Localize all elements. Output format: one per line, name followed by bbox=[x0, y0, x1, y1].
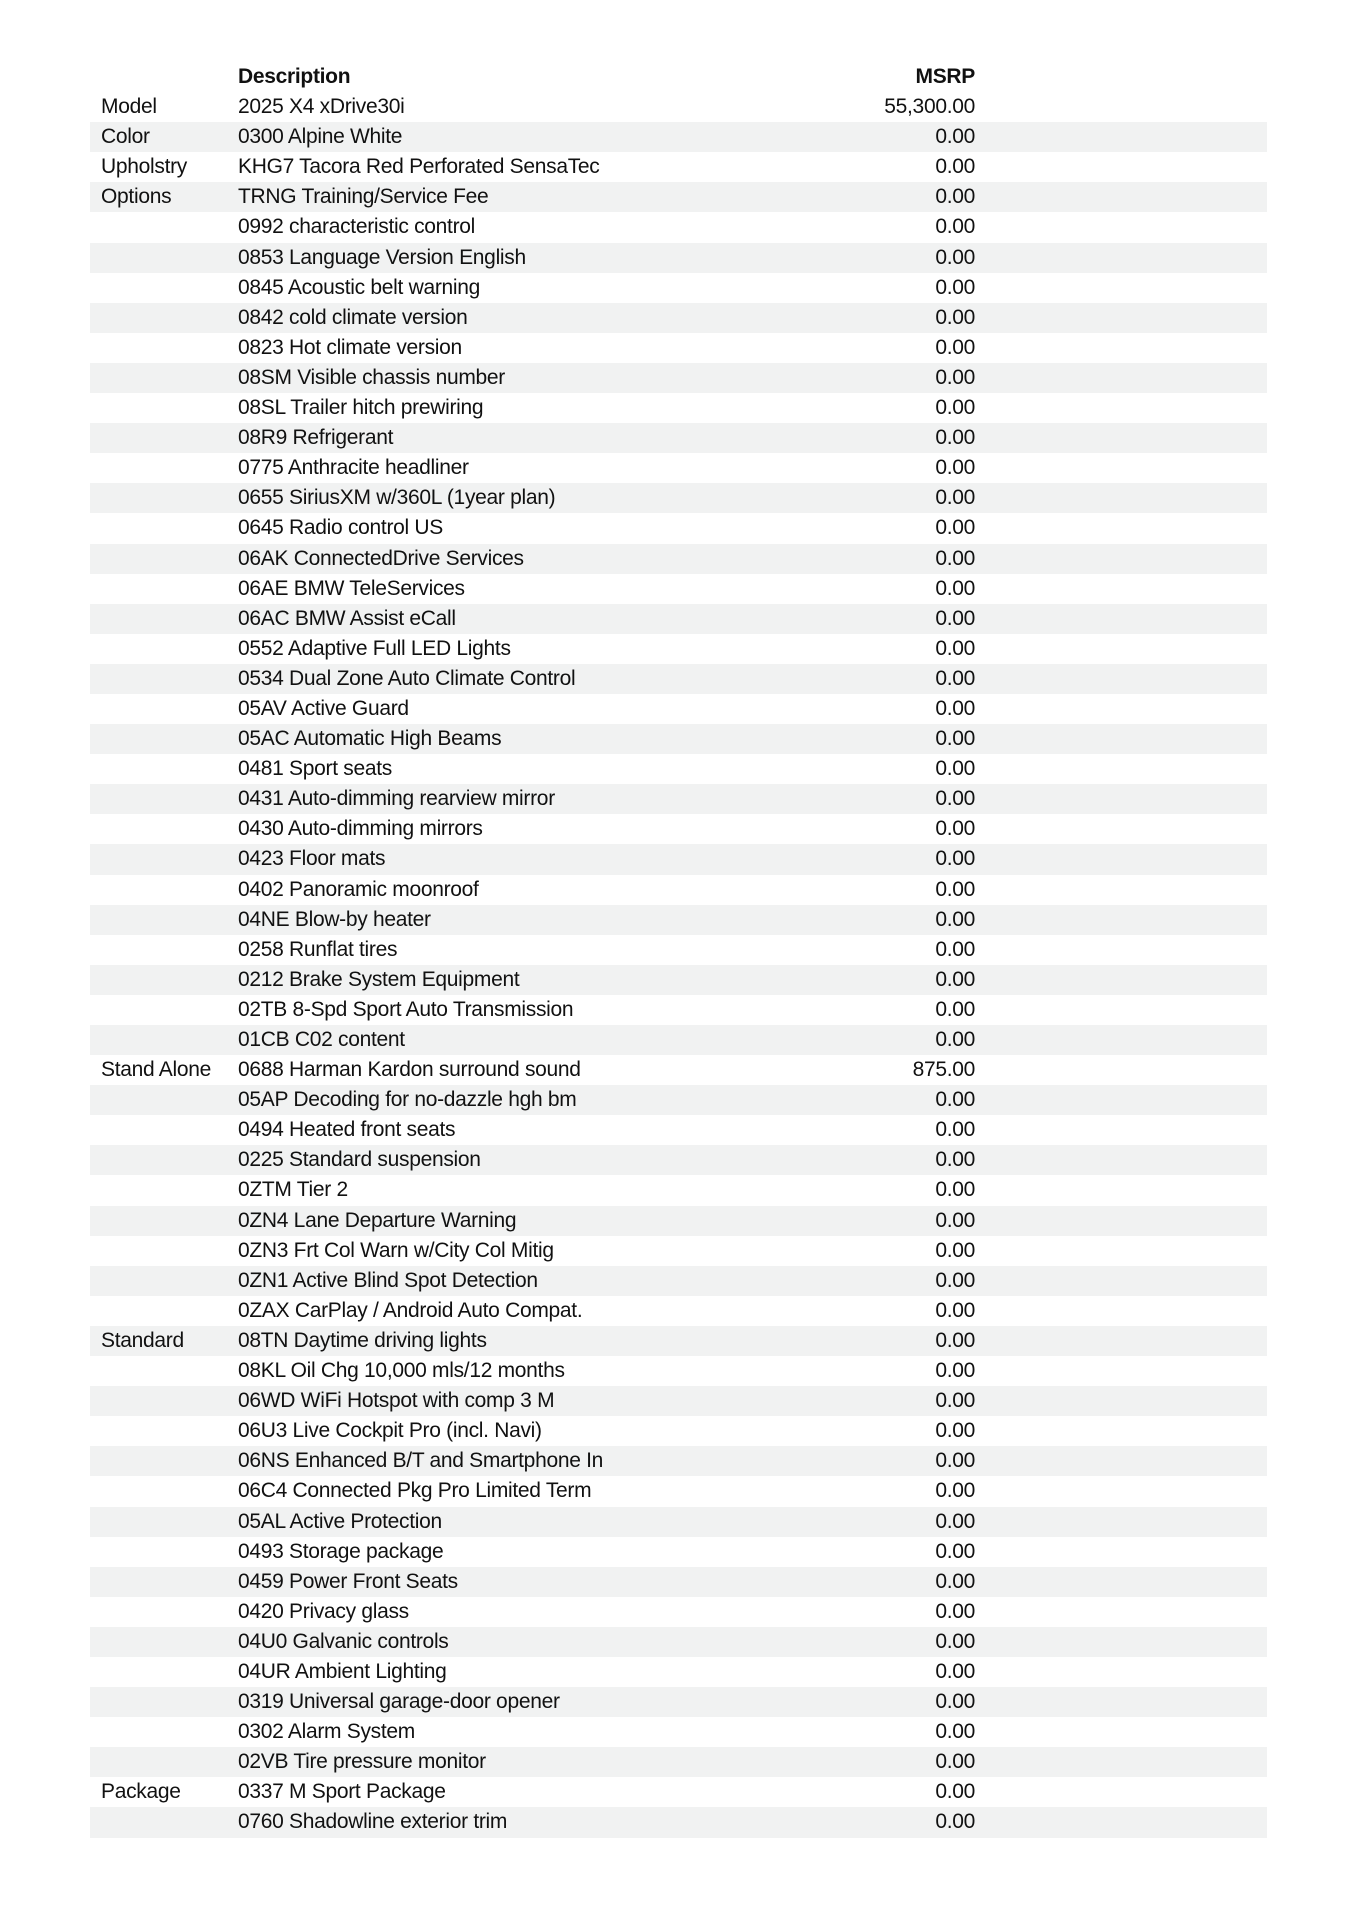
row-description: 0688 Harman Kardon surround sound bbox=[238, 1058, 581, 1082]
table-row bbox=[90, 544, 1267, 574]
table-row bbox=[90, 1627, 1267, 1657]
row-msrp: 0.00 bbox=[935, 1238, 975, 1262]
row-msrp: 0.00 bbox=[935, 576, 975, 600]
row-description: 06AK ConnectedDrive Services bbox=[238, 546, 524, 570]
row-description: 08TN Daytime driving lights bbox=[238, 1328, 487, 1352]
row-description: 06C4 Connected Pkg Pro Limited Term bbox=[238, 1479, 592, 1503]
row-description: 0319 Universal garage-door opener bbox=[238, 1690, 560, 1714]
row-description: 08KL Oil Chg 10,000 mls/12 months bbox=[238, 1359, 565, 1383]
row-msrp: 0.00 bbox=[935, 787, 975, 811]
row-description: 0481 Sport seats bbox=[238, 757, 392, 781]
table-body bbox=[90, 92, 1267, 1837]
row-msrp: 0.00 bbox=[935, 1659, 975, 1683]
row-msrp: 0.00 bbox=[935, 877, 975, 901]
row-msrp: 0.00 bbox=[935, 1389, 975, 1413]
row-msrp: 0.00 bbox=[935, 1268, 975, 1292]
row-description: 2025 X4 xDrive30i bbox=[238, 95, 405, 119]
row-msrp: 0.00 bbox=[935, 426, 975, 450]
row-description: 0337 M Sport Package bbox=[238, 1780, 446, 1804]
table-row bbox=[90, 875, 1267, 905]
row-category: Standard bbox=[101, 1328, 184, 1352]
row-msrp: 0.00 bbox=[935, 456, 975, 480]
row-description: 0212 Brake System Equipment bbox=[238, 967, 520, 991]
row-msrp: 0.00 bbox=[935, 757, 975, 781]
table-row bbox=[90, 935, 1267, 965]
table-row bbox=[90, 574, 1267, 604]
row-msrp: 0.00 bbox=[935, 1750, 975, 1774]
row-msrp: 0.00 bbox=[935, 606, 975, 630]
row-msrp: 0.00 bbox=[935, 907, 975, 931]
table-row bbox=[90, 965, 1267, 995]
row-description: 0225 Standard suspension bbox=[238, 1148, 481, 1172]
row-description: 08R9 Refrigerant bbox=[238, 426, 394, 450]
row-msrp: 0.00 bbox=[935, 666, 975, 690]
table-row bbox=[90, 1597, 1267, 1627]
row-category: Stand Alone bbox=[101, 1058, 211, 1082]
table-row bbox=[90, 1657, 1267, 1687]
table-row bbox=[90, 453, 1267, 483]
row-msrp: 0.00 bbox=[935, 1810, 975, 1834]
row-msrp: 0.00 bbox=[935, 1690, 975, 1714]
row-description: 0842 cold climate version bbox=[238, 305, 468, 329]
row-msrp: 0.00 bbox=[935, 1328, 975, 1352]
row-msrp: 0.00 bbox=[935, 305, 975, 329]
table-row bbox=[90, 363, 1267, 393]
row-msrp: 0.00 bbox=[935, 727, 975, 751]
row-msrp: 0.00 bbox=[935, 245, 975, 269]
row-description: 0459 Power Front Seats bbox=[238, 1569, 458, 1593]
row-description: 0420 Privacy glass bbox=[238, 1599, 409, 1623]
row-description: 0430 Auto-dimming mirrors bbox=[238, 817, 483, 841]
table-row bbox=[90, 784, 1267, 814]
row-description: 0845 Acoustic belt warning bbox=[238, 275, 481, 299]
row-msrp: 0.00 bbox=[935, 1509, 975, 1533]
row-msrp: 0.00 bbox=[935, 997, 975, 1021]
table-row bbox=[90, 152, 1267, 182]
row-description: 0823 Hot climate version bbox=[238, 335, 462, 359]
row-msrp: 0.00 bbox=[935, 335, 975, 359]
row-description: 05AL Active Protection bbox=[238, 1509, 442, 1533]
row-category: Options bbox=[101, 185, 172, 209]
row-description: 02TB 8-Spd Sport Auto Transmission bbox=[238, 997, 574, 1021]
row-category: Upholstry bbox=[101, 155, 187, 179]
table-row bbox=[90, 1025, 1267, 1055]
row-description: 04UR Ambient Lighting bbox=[238, 1659, 447, 1683]
header-msrp: MSRP bbox=[915, 65, 975, 88]
row-msrp: 0.00 bbox=[935, 1599, 975, 1623]
row-msrp: 0.00 bbox=[935, 486, 975, 510]
table-row bbox=[90, 1206, 1267, 1236]
row-msrp: 875.00 bbox=[912, 1058, 975, 1082]
row-description: 0423 Floor mats bbox=[238, 847, 386, 871]
row-msrp: 0.00 bbox=[935, 215, 975, 239]
row-msrp: 0.00 bbox=[935, 1298, 975, 1322]
row-description: 04U0 Galvanic controls bbox=[238, 1629, 449, 1653]
row-msrp: 0.00 bbox=[935, 817, 975, 841]
table-row bbox=[90, 724, 1267, 754]
row-msrp: 0.00 bbox=[935, 1208, 975, 1232]
row-msrp: 0.00 bbox=[935, 696, 975, 720]
table-row bbox=[90, 92, 1267, 122]
table-row bbox=[90, 1266, 1267, 1296]
row-msrp: 0.00 bbox=[935, 1419, 975, 1443]
table-row bbox=[90, 754, 1267, 784]
row-msrp: 0.00 bbox=[935, 1028, 975, 1051]
table-row bbox=[90, 844, 1267, 874]
row-description: 05AC Automatic High Beams bbox=[238, 727, 502, 751]
row-msrp: 0.00 bbox=[935, 155, 975, 179]
row-description: 0ZAX CarPlay / Android Auto Compat. bbox=[238, 1298, 583, 1322]
table-row bbox=[90, 243, 1267, 273]
row-msrp: 0.00 bbox=[935, 847, 975, 871]
row-description: TRNG Training/Service Fee bbox=[238, 185, 489, 209]
table-row bbox=[90, 303, 1267, 333]
row-msrp: 0.00 bbox=[935, 967, 975, 991]
row-category: Model bbox=[101, 95, 157, 119]
table-row bbox=[90, 333, 1267, 363]
row-description: 06WD WiFi Hotspot with comp 3 M bbox=[238, 1389, 555, 1413]
row-msrp: 0.00 bbox=[935, 1088, 975, 1112]
row-msrp: 0.00 bbox=[935, 1629, 975, 1653]
table-row bbox=[90, 1416, 1267, 1446]
row-description: 0655 SiriusXM w/360L (1year plan) bbox=[238, 486, 556, 510]
table-row bbox=[90, 1807, 1267, 1837]
table-row bbox=[90, 513, 1267, 543]
row-description: 01CB C02 content bbox=[238, 1028, 405, 1051]
table-row bbox=[90, 1747, 1267, 1777]
msrp-table bbox=[90, 62, 1267, 1838]
row-msrp: 0.00 bbox=[935, 937, 975, 961]
row-description: 05AP Decoding for no-dazzle hgh bm bbox=[238, 1088, 577, 1112]
row-description: 06AE BMW TeleServices bbox=[238, 576, 465, 600]
row-description: 0258 Runflat tires bbox=[238, 937, 398, 961]
table-row bbox=[90, 664, 1267, 694]
row-description: 06AC BMW Assist eCall bbox=[238, 606, 456, 630]
table-row bbox=[90, 1175, 1267, 1205]
table-row bbox=[90, 1537, 1267, 1567]
row-category: Color bbox=[101, 125, 150, 149]
table-row bbox=[90, 1115, 1267, 1145]
table-row bbox=[90, 1446, 1267, 1476]
row-description: 04NE Blow-by heater bbox=[238, 907, 431, 931]
row-category: Package bbox=[101, 1780, 181, 1804]
row-msrp: 0.00 bbox=[935, 1569, 975, 1593]
table-row bbox=[90, 905, 1267, 935]
row-msrp: 0.00 bbox=[935, 1449, 975, 1473]
row-msrp: 0.00 bbox=[935, 1720, 975, 1744]
table-row bbox=[90, 1326, 1267, 1356]
row-description: 0ZN1 Active Blind Spot Detection bbox=[238, 1268, 538, 1292]
row-description: KHG7 Tacora Red Perforated SensaTec bbox=[238, 155, 600, 179]
row-msrp: 0.00 bbox=[935, 636, 975, 660]
row-msrp: 55,300.00 bbox=[884, 95, 975, 119]
row-description: 0494 Heated front seats bbox=[238, 1118, 456, 1142]
row-description: 0534 Dual Zone Auto Climate Control bbox=[238, 666, 576, 690]
row-description: 0760 Shadowline exterior trim bbox=[238, 1810, 508, 1834]
table-row bbox=[90, 604, 1267, 634]
row-msrp: 0.00 bbox=[935, 1539, 975, 1563]
table-row bbox=[90, 1507, 1267, 1537]
row-description: 0645 Radio control US bbox=[238, 516, 443, 540]
row-msrp: 0.00 bbox=[935, 546, 975, 570]
table-row bbox=[90, 483, 1267, 513]
table-row bbox=[90, 1296, 1267, 1326]
row-description: 08SL Trailer hitch prewiring bbox=[238, 396, 484, 420]
row-msrp: 0.00 bbox=[935, 275, 975, 299]
row-msrp: 0.00 bbox=[935, 1118, 975, 1142]
row-description: 0431 Auto-dimming rearview mirror bbox=[238, 787, 555, 811]
table-row bbox=[90, 814, 1267, 844]
table-row bbox=[90, 1777, 1267, 1807]
header-description: Description bbox=[238, 65, 351, 88]
row-msrp: 0.00 bbox=[935, 185, 975, 209]
row-description: 0402 Panoramic moonroof bbox=[238, 877, 479, 901]
row-msrp: 0.00 bbox=[935, 1178, 975, 1202]
table-row bbox=[90, 1085, 1267, 1115]
table-row bbox=[90, 634, 1267, 664]
row-description: 0775 Anthracite headliner bbox=[238, 456, 469, 480]
table-row bbox=[90, 393, 1267, 423]
row-description: 0302 Alarm System bbox=[238, 1720, 415, 1744]
row-description: 06NS Enhanced B/T and Smartphone In bbox=[238, 1449, 604, 1473]
table-row bbox=[90, 1236, 1267, 1266]
row-description: 05AV Active Guard bbox=[238, 696, 409, 720]
row-msrp: 0.00 bbox=[935, 516, 975, 540]
table-row bbox=[90, 995, 1267, 1025]
row-description: 0300 Alpine White bbox=[238, 125, 403, 149]
row-msrp: 0.00 bbox=[935, 1479, 975, 1503]
table-row bbox=[90, 1717, 1267, 1747]
table-row bbox=[90, 1145, 1267, 1175]
row-description: 08SM Visible chassis number bbox=[238, 365, 505, 389]
table-row bbox=[90, 1055, 1267, 1085]
row-msrp: 0.00 bbox=[935, 396, 975, 420]
row-description: 0ZN3 Frt Col Warn w/City Col Mitig bbox=[238, 1238, 554, 1262]
table-row bbox=[90, 1386, 1267, 1416]
row-description: 0ZN4 Lane Departure Warning bbox=[238, 1208, 517, 1232]
table-row bbox=[90, 212, 1267, 242]
row-msrp: 0.00 bbox=[935, 1148, 975, 1172]
row-msrp: 0.00 bbox=[935, 365, 975, 389]
table-row bbox=[90, 182, 1267, 212]
table-row bbox=[90, 273, 1267, 303]
row-description: 0493 Storage package bbox=[238, 1539, 444, 1563]
row-msrp: 0.00 bbox=[935, 125, 975, 149]
row-description: 06U3 Live Cockpit Pro (incl. Navi) bbox=[238, 1419, 542, 1443]
table-row bbox=[90, 122, 1267, 152]
table-row bbox=[90, 1687, 1267, 1717]
row-msrp: 0.00 bbox=[935, 1780, 975, 1804]
table-row bbox=[90, 1567, 1267, 1597]
row-description: 0ZTM Tier 2 bbox=[238, 1178, 348, 1202]
table-row bbox=[90, 1476, 1267, 1506]
table-row bbox=[90, 423, 1267, 453]
row-description: 02VB Tire pressure monitor bbox=[238, 1750, 486, 1774]
table-row bbox=[90, 694, 1267, 724]
table-row bbox=[90, 1356, 1267, 1386]
row-description: 0552 Adaptive Full LED Lights bbox=[238, 636, 511, 660]
row-msrp: 0.00 bbox=[935, 1359, 975, 1383]
table-header bbox=[90, 62, 1267, 92]
row-description: 0853 Language Version English bbox=[238, 245, 526, 269]
row-description: 0992 characteristic control bbox=[238, 215, 476, 239]
